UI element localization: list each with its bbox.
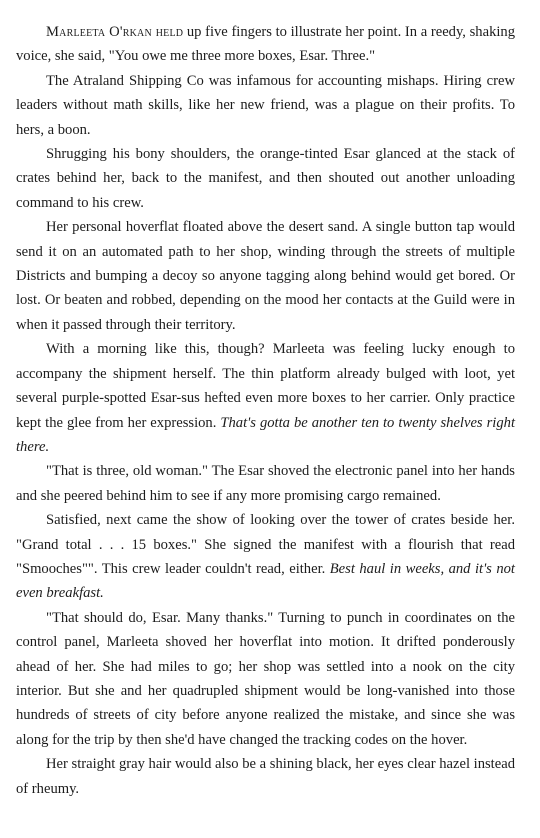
paragraph-8: "That should do, Esar. Many thanks." Turning to punch in coordinates on the control panel, Marleeta shoved her hoverflat into motion. It drifted ponderously ahead of her. She had miles to go; her shop was settled into a nook on the city interior. But she and her quadrupled shipment would be long-vanished into those hundreds of streets of city before anyone realized the mistake, and since she was along for the trip by then she'd have changed the tracking codes on the hover. <box>16 609 515 748</box>
paragraph-6: "That is three, old woman." The Esar shoved the electronic panel into her hands and she peered behind him to see if any more promising cargo remained. <box>16 463 515 504</box>
paragraph-4: Her personal hoverflat floated above the desert sand. A single button tap would send it on an automated path to her shop, winding through the streets of multiple Districts and bumping a decoy so anyone tagging along behind would get bored. Or lost. Or beaten and robbed, depending on the mood her contacts at the Guild were in when it passed through their territory. <box>16 219 515 333</box>
paragraph-5-italic: That's gotta be another ten to twenty shelves right there. <box>16 414 515 455</box>
paragraph-3: Shrugging his bony shoulders, the orange-tinted Esar glanced at the stack of crates behind her, back to the manifest, and then shouted out another unloading command to his crew. <box>16 146 515 211</box>
opening-small-caps: Marleeta O'rkan held <box>46 24 184 40</box>
paragraph-7 <box>16 508 515 606</box>
paragraph-2: The Atraland Shipping Co was infamous for accounting mishaps. Hiring crew leaders without math skills, like her new friend, was a plague on their profits. To hers, a boon. <box>16 72 515 138</box>
paragraph-9: Her straight gray hair would also be a shining black, her eyes clear hazel instead of rheumy. <box>16 756 515 797</box>
paragraph-1 <box>16 20 515 69</box>
paragraph-1-text: up five fingers to illustrate her point. In a reedy, shaking voice, she said, "You owe me three more boxes, Esar. Three." <box>16 24 516 65</box>
paragraph-5 <box>16 337 515 459</box>
paragraph-5-text: With a morning like this, though? Marleeta was feeling lucky enough to accompany the shipment herself. The thin platform already bulged with loot, yet several purple-spotted Esar-sus hefted even more boxes to her carrier. Only practice kept the glee from her expression. <box>16 341 515 431</box>
paragraph-7-italic: Best haul in weeks, and it's not even breakfast. <box>16 560 515 602</box>
paragraph-7-text: Satisfied, next came the show of looking over the tower of crates beside her. "Grand total . . . 15 boxes." She signed the manifest with a flourish that read "Smooches"". This crew leader couldn't read, either. <box>16 512 515 577</box>
